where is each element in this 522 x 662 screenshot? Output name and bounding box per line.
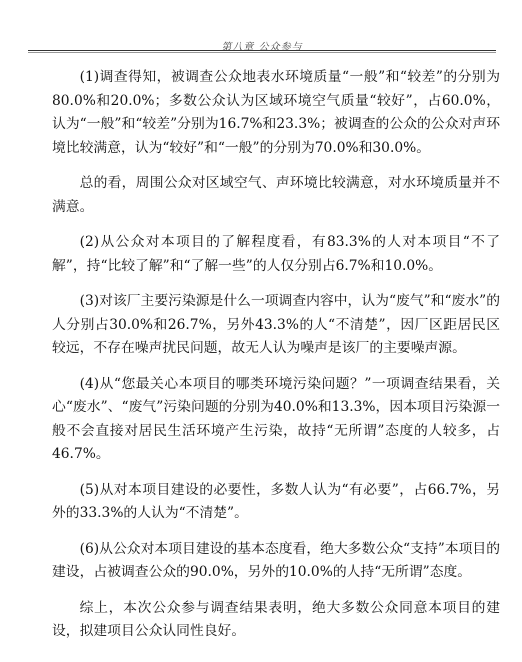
paragraph-project-attitude: (6)从公众对本项目建设的基本态度看，绝大多数公众“支持”本项目的建设，占被调查公众的90.0%，另外的10.0%的人持“无所谓”态度。: [52, 540, 500, 580]
paragraph-conclusion: 综上，本次公众参与调查结果表明，绝大多数公众同意本项目的建设，拟建项目公众认同性良好。: [52, 599, 500, 639]
document-body: [52, 66, 500, 656]
paragraph-survey-environment: (1)调查得知，被调查公众地表水环境质量“一般”和“较差”的分别为80.0%和20.0%；多数公众认为区域环境空气质量“较好”，占60.0%，认为“一般”和“较差”分别为16.7%和23.3%；被调查的公众的公众对声环境比较满意，认为“较好”和“一般”的分别为70.0%和30.0%。: [52, 69, 500, 156]
paragraph-summary-environment: 总的看，周围公众对区域空气、声环境比较满意，对水环境质量并不满意。: [52, 175, 500, 215]
header-rule: [28, 50, 496, 51]
page-header: 第八章 公众参与: [221, 42, 303, 53]
header-rule-secondary: [28, 52, 496, 53]
paragraph-pollution-source: (3)对该厂主要污染源是什么一项调查内容中，认为“废气”和“废水”的人分别占30.0%和26.7%，另外43.3%的人“不清楚”，因厂区距居民区较远，不存在噪声扰民问题，故无人认为噪声是该厂的主要噪声源。: [52, 293, 500, 356]
paragraph-project-awareness: (2)从公众对本项目的了解程度看，有83.3%的人对本项目“不了解”，持“比较了解”和“了解一些”的人仅分别占6.7%和10.0%。: [52, 234, 500, 274]
paragraph-project-necessity: (5)从对本项目建设的必要性，多数人认为“有必要”，占66.7%，另外的33.3%的人认为“不清楚”。: [52, 481, 500, 521]
paragraph-pollution-concern: (4)从“您最关心本项目的哪类环境污染问题？”一项调查结果看，关心“废水”、“废气”污染问题的分别为40.0%和13.3%，因本项目污染源一般不会直接对居民生活环境产生污染，故持“无所谓”态度的人较多，占46.7%。: [52, 375, 500, 462]
